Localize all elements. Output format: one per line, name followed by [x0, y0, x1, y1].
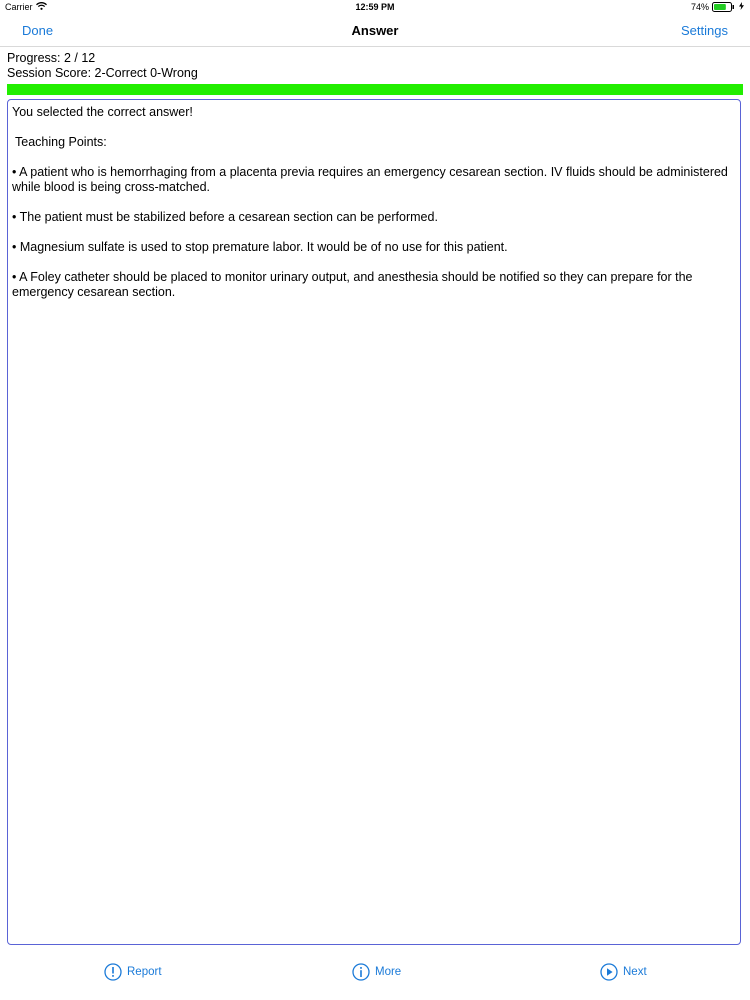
status-bar: [0, 0, 750, 16]
progress-bar: [7, 84, 743, 95]
progress-bar-fill: [7, 84, 743, 95]
progress-info: [7, 51, 198, 81]
report-button[interactable]: [104, 963, 162, 981]
page-title: Answer: [351, 23, 399, 38]
report-icon: [104, 963, 122, 981]
teaching-point: • Magnesium sulfate is used to stop premature labor. It would be of no use for this patient.: [12, 240, 508, 254]
battery-percent: 74%: [690, 2, 709, 12]
teaching-point: • A Foley catheter should be placed to monitor urinary output, and anesthesia should be notified so they can prepare for the emergency cesarean section.: [12, 270, 693, 299]
report-label: Report: [127, 966, 162, 978]
progress-text: Progress: 2 / 12: [7, 51, 96, 65]
settings-button[interactable]: Settings: [681, 23, 728, 38]
status-time: 12:59 PM: [355, 2, 395, 12]
bottom-toolbar: [0, 948, 750, 1000]
next-label: Next: [623, 966, 647, 978]
play-icon: [600, 963, 618, 981]
battery-icon: [712, 2, 736, 12]
done-button[interactable]: Done: [22, 23, 54, 38]
navigation-bar: [0, 16, 750, 47]
more-button[interactable]: [352, 963, 401, 981]
battery-indicator: [691, 2, 744, 12]
teaching-points-heading: Teaching Points:: [15, 135, 107, 149]
answer-result: You selected the correct answer!: [12, 105, 193, 119]
charging-icon: [739, 2, 744, 12]
more-label: More: [375, 966, 402, 978]
info-icon: [352, 963, 370, 981]
session-score: Session Score: 2-Correct 0-Wrong: [7, 66, 198, 80]
teaching-point: • The patient must be stabilized before a cesarean section can be performed.: [12, 210, 438, 224]
teaching-point: • A patient who is hemorrhaging from a placenta previa requires an emergency cesarean section. IV fluids should be administered while blood is being cross-matched.: [12, 165, 728, 194]
answer-text-view[interactable]: [7, 99, 741, 945]
carrier-label: Carrier: [5, 2, 33, 12]
next-button[interactable]: [600, 963, 647, 981]
